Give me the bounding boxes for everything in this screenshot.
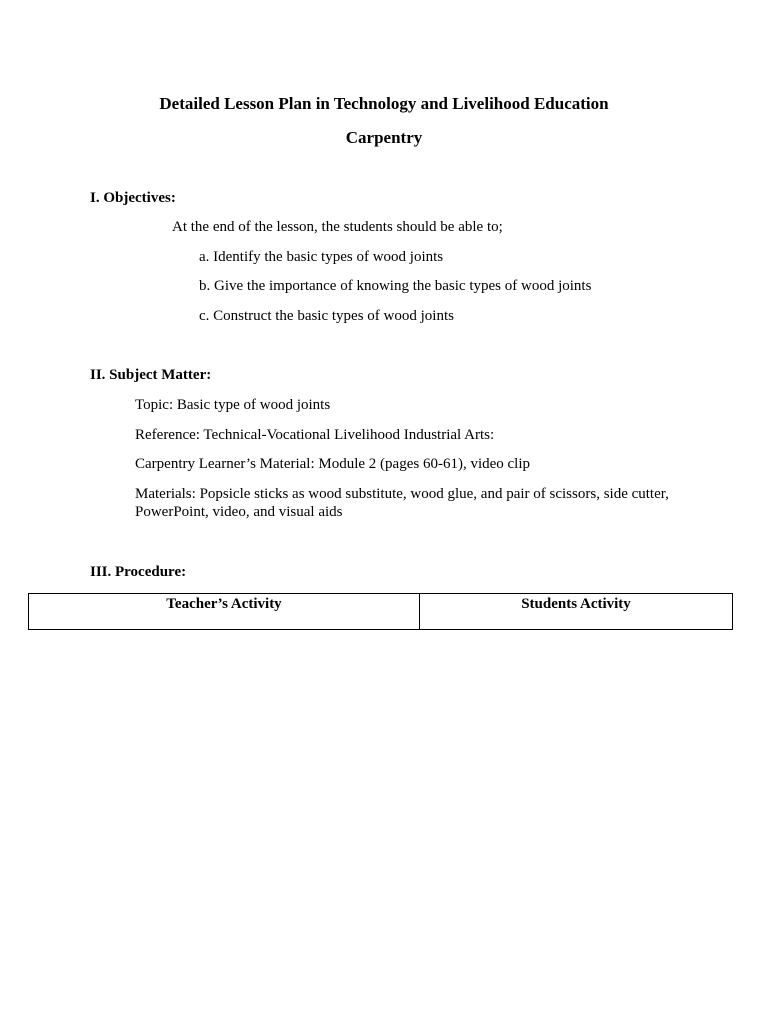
students-activity-header: Students Activity: [420, 594, 733, 630]
subject-materials: Materials: Popsicle sticks as wood substitute, wood glue, and pair of scissors, side cutter, PowerPoint, video, and visual aids: [135, 486, 669, 520]
procedure-table: [28, 593, 733, 630]
subject-learner-material: Carpentry Learner’s Material: Module 2 (pages 60-61), video clip: [135, 456, 531, 472]
subject-matter-heading: II. Subject Matter:: [90, 367, 212, 383]
objectives-heading: I. Objectives:: [90, 190, 176, 206]
objective-item: a. Identify the basic types of wood joints: [199, 249, 444, 265]
teachers-activity-header: Teacher’s Activity: [29, 594, 420, 630]
table-header-row: [29, 594, 733, 630]
document-title: Detailed Lesson Plan in Technology and Livelihood Education: [159, 94, 609, 113]
document-subtitle: Carpentry: [345, 128, 423, 147]
procedure-heading: III. Procedure:: [90, 564, 187, 580]
objectives-intro: At the end of the lesson, the students should be able to;: [172, 219, 503, 235]
objective-item: c. Construct the basic types of wood joints: [199, 308, 454, 324]
subject-reference: Reference: Technical-Vocational Livelihood Industrial Arts:: [135, 427, 495, 443]
objective-item: b. Give the importance of knowing the basic types of wood joints: [199, 278, 592, 294]
subject-topic: Topic: Basic type of wood joints: [135, 397, 331, 413]
